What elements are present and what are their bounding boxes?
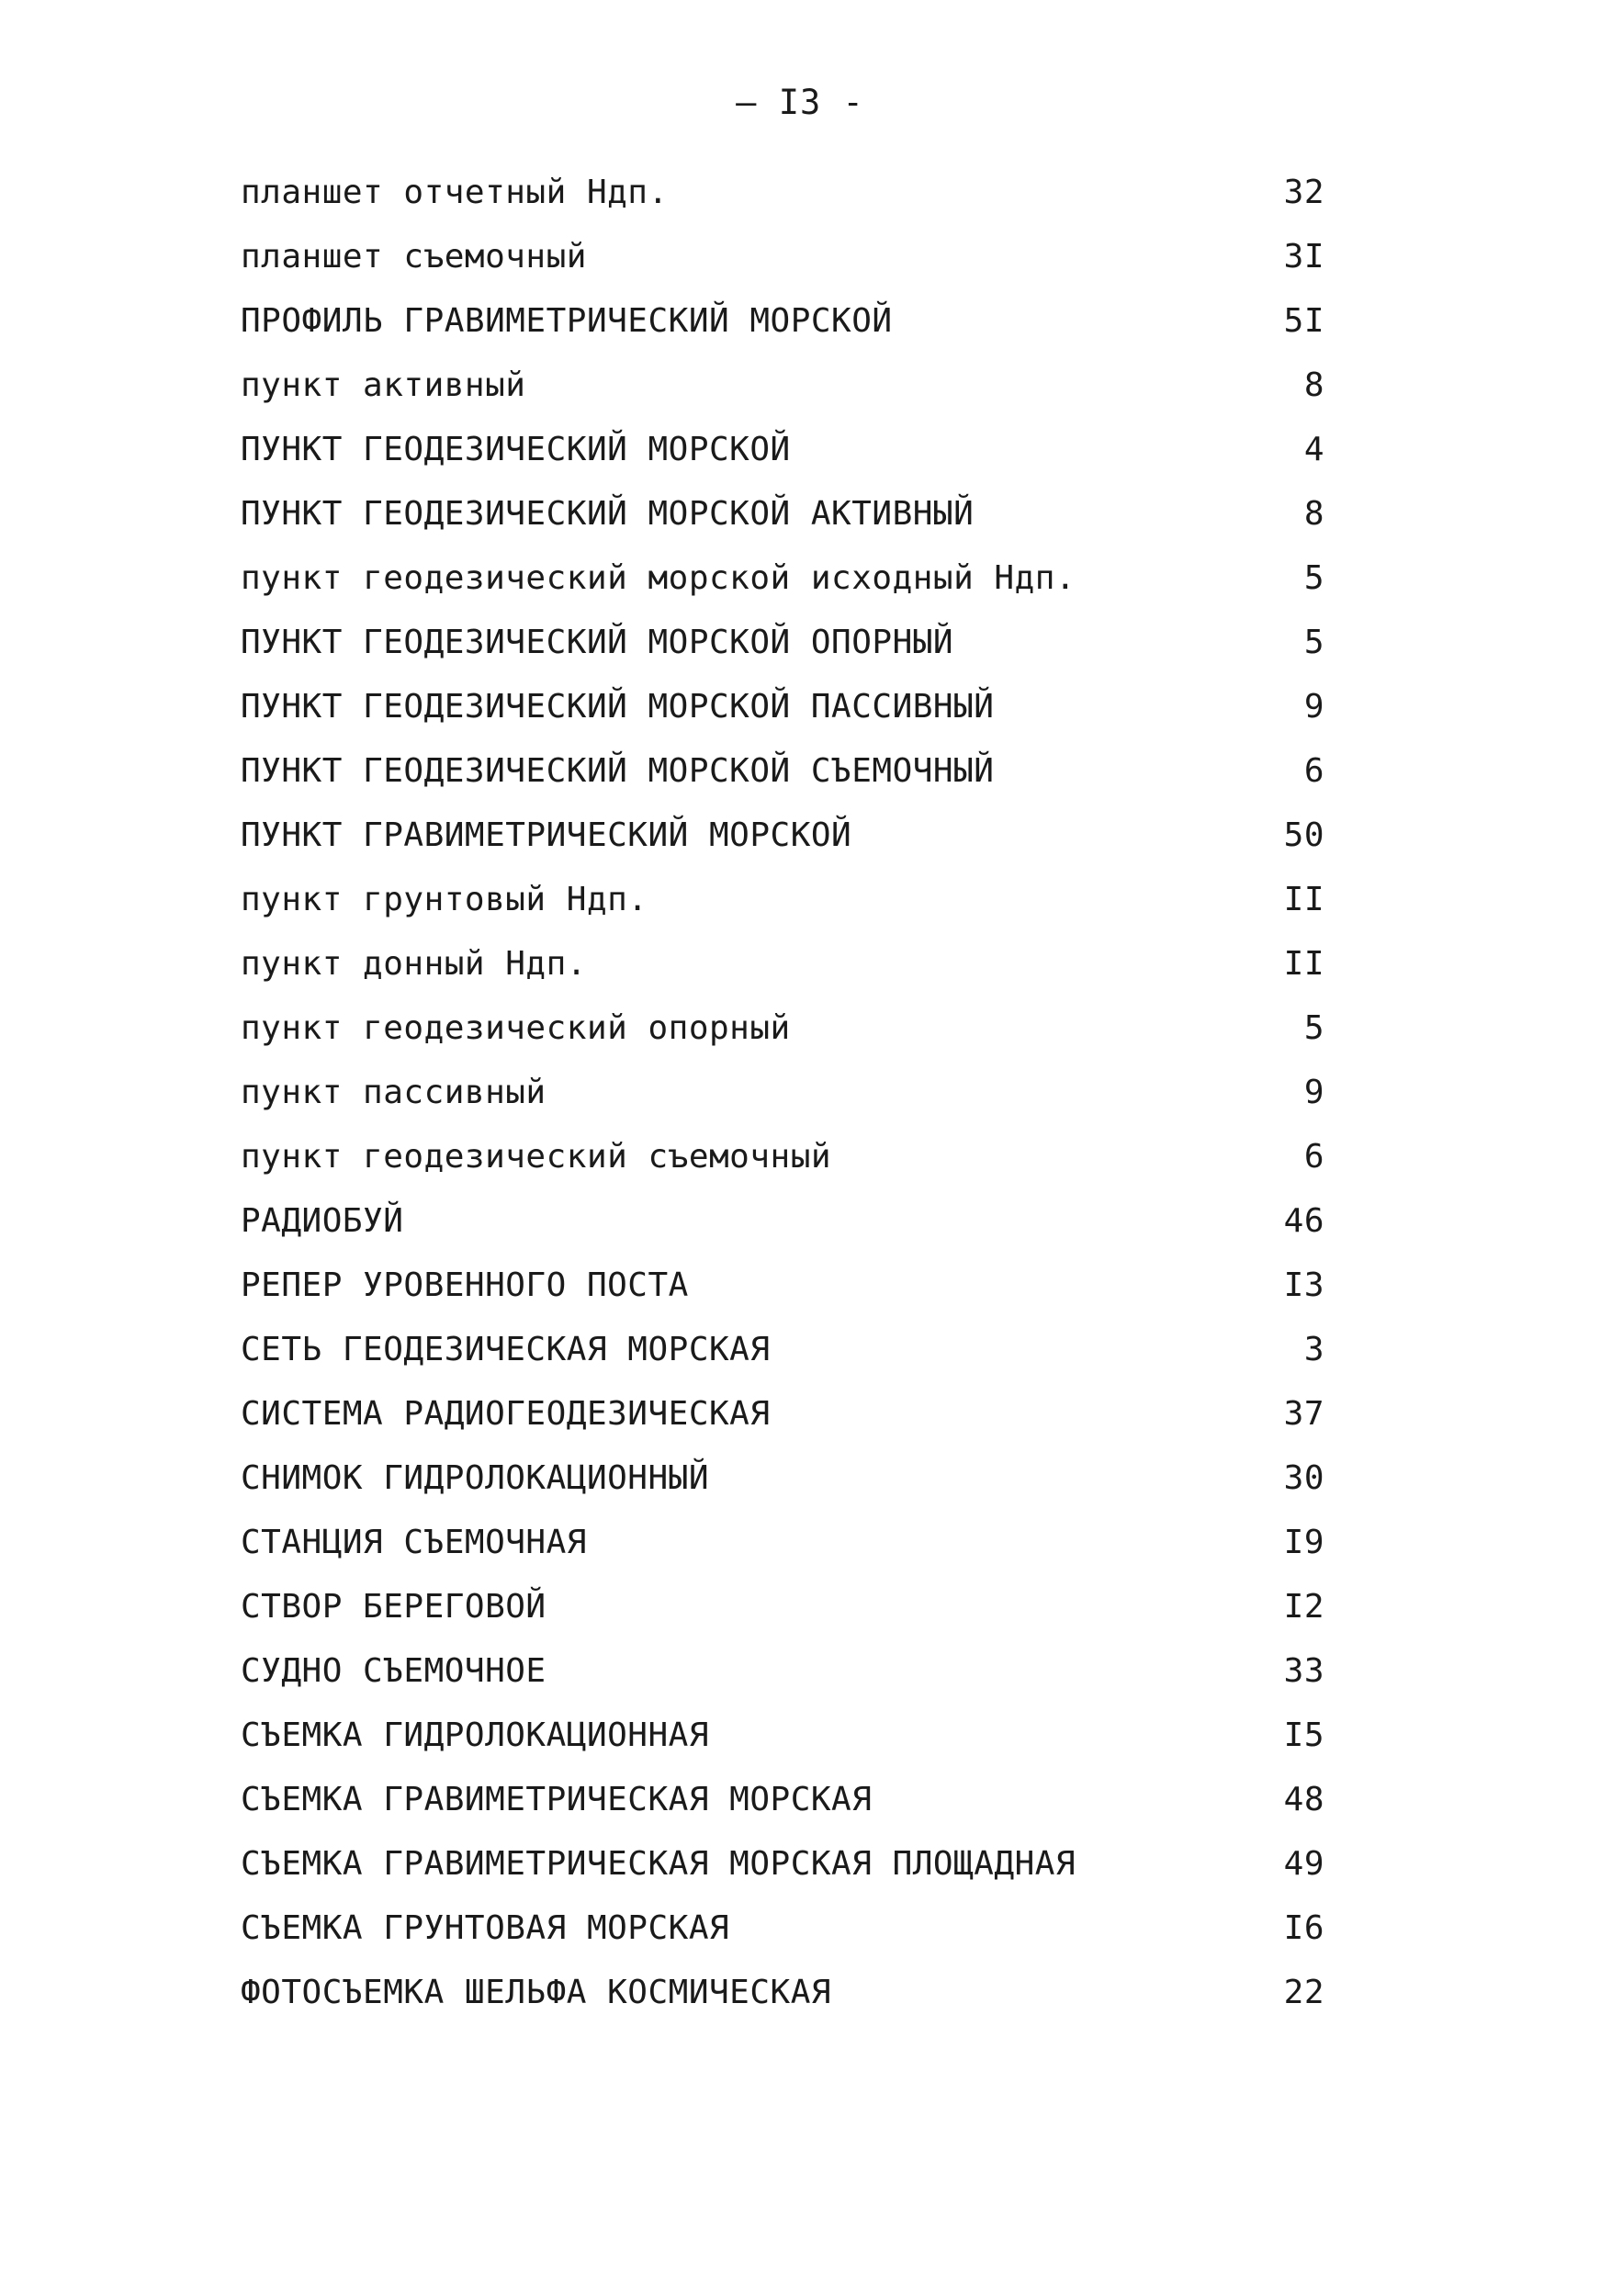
index-entry: [241, 675, 1324, 739]
index-page-reference: 5I: [1283, 302, 1324, 340]
index-entry: [241, 225, 1324, 289]
index-entry: [241, 1446, 1324, 1511]
index-term: пункт геодезический морской исходный Ндп.: [241, 559, 1076, 597]
index-entry: [241, 1704, 1324, 1768]
index-page-reference: 5: [1303, 1009, 1324, 1047]
index-term: РАДИОБУЙ: [241, 1202, 404, 1240]
index-term: планшет съемочный: [241, 238, 587, 276]
index-page-reference: 9: [1303, 1074, 1324, 1111]
index-term: ПУНКТ ГЕОДЕЗИЧЕСКИЙ МОРСКОЙ СЪЕМОЧНЫЙ: [241, 752, 995, 790]
index-term: СЕТЬ ГЕОДЕЗИЧЕСКАЯ МОРСКАЯ: [241, 1331, 771, 1368]
index-entry: [241, 1189, 1324, 1254]
index-entry: [241, 289, 1324, 354]
index-term: ФОТОСЪЕМКА ШЕЛЬФА КОСМИЧЕСКАЯ: [241, 1974, 832, 2011]
index-entry: [241, 868, 1324, 932]
index-term: пункт геодезический опорный: [241, 1009, 791, 1047]
index-entry: [241, 996, 1324, 1061]
index-entry: [241, 546, 1324, 611]
index-term: СНИМОК ГИДРОЛОКАЦИОННЫЙ: [241, 1459, 709, 1497]
index-page-reference: 8: [1303, 495, 1324, 533]
index-page-reference: 37: [1283, 1395, 1324, 1433]
index-term: ПУНКТ ГЕОДЕЗИЧЕСКИЙ МОРСКОЙ ОПОРНЫЙ: [241, 624, 954, 661]
index-entry: [241, 1125, 1324, 1189]
index-entry: [241, 1961, 1324, 2025]
index-term: СЪЕМКА ГРАВИМЕТРИЧЕСКАЯ МОРСКАЯ ПЛОЩАДНАЯ: [241, 1845, 1076, 1883]
index-page-reference: 32: [1283, 174, 1324, 211]
index-term: ПУНКТ ГЕОДЕЗИЧЕСКИЙ МОРСКОЙ ПАССИВНЫЙ: [241, 688, 995, 726]
index-term: пункт пассивный: [241, 1074, 546, 1111]
index-page-reference: 5: [1303, 559, 1324, 597]
index-page-reference: 3I: [1283, 238, 1324, 276]
index-entry: [241, 804, 1324, 868]
index-page-reference: 50: [1283, 816, 1324, 854]
index-entry: [241, 1768, 1324, 1832]
index-page-reference: I3: [1283, 1266, 1324, 1304]
index-page-reference: II: [1283, 881, 1324, 918]
index-entry: [241, 1382, 1324, 1446]
index-entry: [241, 161, 1324, 225]
index-page-reference: 49: [1283, 1845, 1324, 1883]
index-entry: [241, 739, 1324, 804]
page-number: — I3 -: [736, 83, 864, 122]
index-page-reference: 8: [1303, 366, 1324, 404]
index-entry: [241, 1254, 1324, 1318]
index-page-reference: 6: [1303, 752, 1324, 790]
index-page-reference: 3: [1303, 1331, 1324, 1368]
index-entry: [241, 932, 1324, 996]
term-index-list: [241, 161, 1324, 2025]
index-entry: [241, 1061, 1324, 1125]
index-term: ПРОФИЛЬ ГРАВИМЕТРИЧЕСКИЙ МОРСКОЙ: [241, 302, 893, 340]
index-term: СТВОР БЕРЕГОВОЙ: [241, 1588, 546, 1626]
index-entry: [241, 1575, 1324, 1639]
index-term: СИСТЕМА РАДИОГЕОДЕЗИЧЕСКАЯ: [241, 1395, 771, 1433]
index-page-reference: 4: [1303, 431, 1324, 468]
index-page-reference: II: [1283, 945, 1324, 983]
index-entry: [241, 611, 1324, 675]
index-term: РЕПЕР УРОВЕННОГО ПОСТА: [241, 1266, 689, 1304]
index-term: СУДНО СЪЕМОЧНОЕ: [241, 1652, 546, 1690]
index-term: пункт геодезический съемочный: [241, 1138, 832, 1176]
index-term: планшет отчетный Ндп.: [241, 174, 669, 211]
index-page-reference: I5: [1283, 1716, 1324, 1754]
index-page-reference: 33: [1283, 1652, 1324, 1690]
index-entry: [241, 482, 1324, 546]
index-term: ПУНКТ ГЕОДЕЗИЧЕСКИЙ МОРСКОЙ: [241, 431, 791, 468]
index-term: СЪЕМКА ГРУНТОВАЯ МОРСКАЯ: [241, 1909, 730, 1947]
index-term: ПУНКТ ГЕОДЕЗИЧЕСКИЙ МОРСКОЙ АКТИВНЫЙ: [241, 495, 975, 533]
index-term: пункт активный: [241, 366, 526, 404]
index-page-reference: I9: [1283, 1524, 1324, 1561]
index-term: СЪЕМКА ГИДРОЛОКАЦИОННАЯ: [241, 1716, 709, 1754]
index-entry: [241, 1832, 1324, 1896]
index-term: ПУНКТ ГРАВИМЕТРИЧЕСКИЙ МОРСКОЙ: [241, 816, 852, 854]
index-entry: [241, 1639, 1324, 1704]
index-entry: [241, 1896, 1324, 1961]
index-page-reference: 22: [1283, 1974, 1324, 2011]
index-entry: [241, 418, 1324, 482]
index-page-reference: 30: [1283, 1459, 1324, 1497]
index-page-reference: 6: [1303, 1138, 1324, 1176]
index-page-reference: 48: [1283, 1781, 1324, 1818]
index-term: пункт донный Ндп.: [241, 945, 587, 983]
index-entry: [241, 1511, 1324, 1575]
index-term: СТАНЦИЯ СЪЕМОЧНАЯ: [241, 1524, 587, 1561]
index-page-reference: 9: [1303, 688, 1324, 726]
index-term: пункт грунтовый Ндп.: [241, 881, 648, 918]
index-entry: [241, 354, 1324, 418]
index-page-reference: 5: [1303, 624, 1324, 661]
index-page-reference: 46: [1283, 1202, 1324, 1240]
index-term: СЪЕМКА ГРАВИМЕТРИЧЕСКАЯ МОРСКАЯ: [241, 1781, 873, 1818]
index-entry: [241, 1318, 1324, 1382]
index-page-reference: I6: [1283, 1909, 1324, 1947]
index-page-reference: I2: [1283, 1588, 1324, 1626]
